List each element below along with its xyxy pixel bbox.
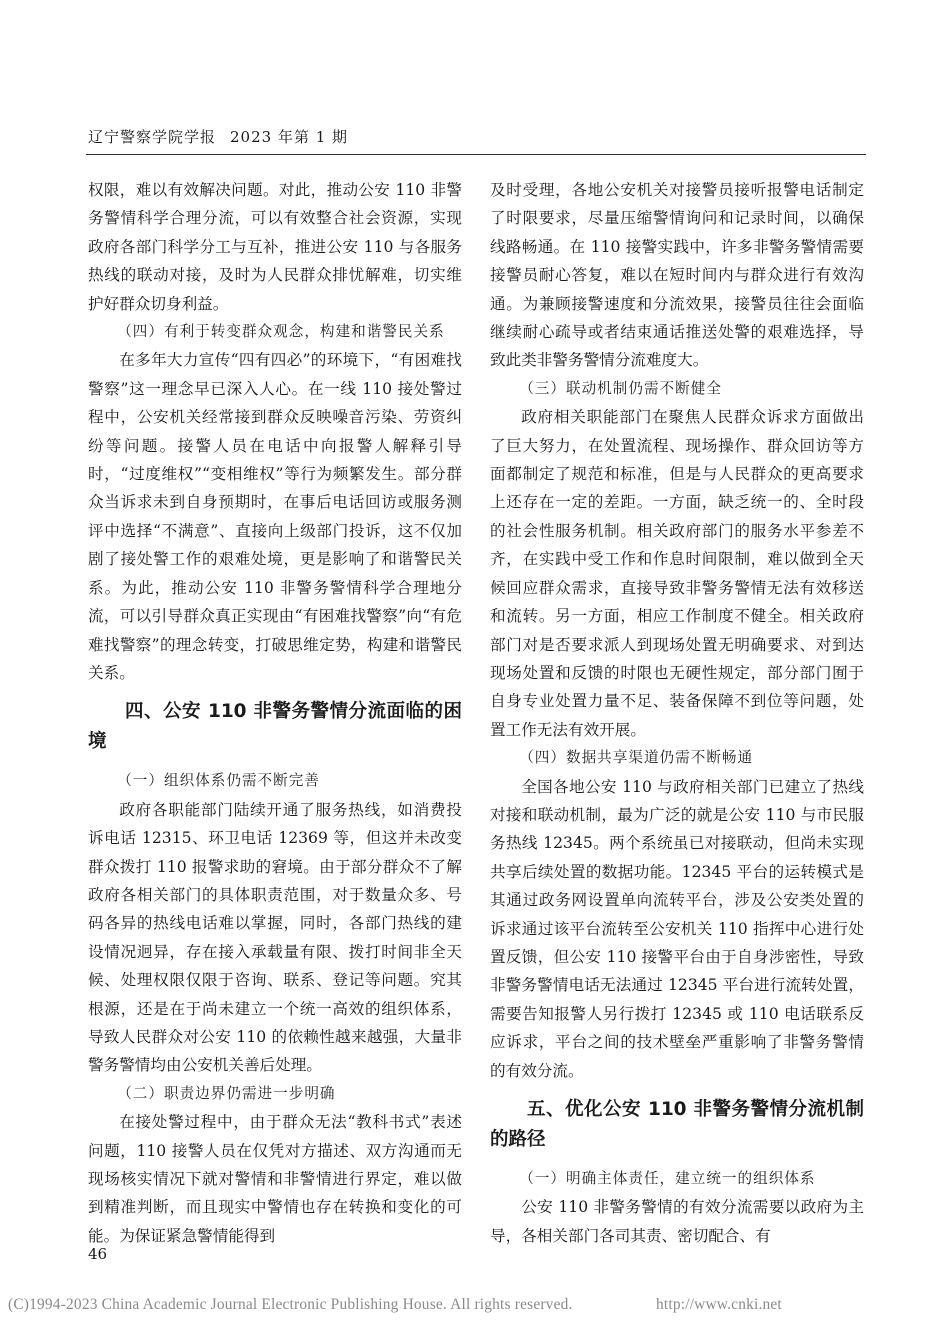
subsection-heading: （二）职责边界仍需进一步明确 bbox=[117, 1084, 336, 1102]
copyright-footer bbox=[8, 1296, 942, 1314]
site-link[interactable]: http://www.cnki.net bbox=[656, 1296, 782, 1313]
subsection-heading: （一）组织体系仍需不断完善 bbox=[117, 772, 320, 790]
paragraph: 及时受理，各地公安机关对接警员接听报警电话制定了时限要求，尽量压缩警情询问和记录时间，以确保线路畅通。在 110 接警实践中，许多非警务警情需要接警员耐心答复，难以在短时间内与群众进行有效沟通。为兼顾接警速度和分流效果，接警员往往会面临继续耐心疏导或者结束通话推送处警的艰难选择，导致此类非警务警情分流难度大。 bbox=[490, 181, 864, 370]
subsection-heading: （四）有利于转变群众观念，构建和谐警民关系 bbox=[117, 323, 445, 341]
section-heading: 四、公安 110 非警务警情分流面临的困境 bbox=[88, 701, 462, 753]
subsection-heading: （三）联动机制仍需不断健全 bbox=[519, 379, 722, 397]
journal-name: 辽宁警察学院学报 bbox=[88, 128, 217, 146]
issue-number: 2023 年第 1 期 bbox=[230, 128, 349, 146]
copyright-text: (C)1994-2023 China Academic Journal Electronic Publishing House. All rights reserved. bbox=[8, 1296, 573, 1313]
header-divider bbox=[86, 154, 866, 155]
paragraph: 全国各地公安 110 与政府相关部门已建立了热线对接和联动机制，最为广泛的就是公安 110 与市民服务热线 12345。两个系统虽已对接联动，但尚未实现共享后续处置的数据功能。12345 平台的运转模式是其通过政务网设置单向流转平台，涉及公安类处置的诉求通过该平台流转至公安机关 110 指挥中心进行处置反馈，但公安 110 接警平台由于自身涉密性，导致非警务警情电话无法通过 12345 平台进行流转处置，需要告知报警人另行拨打 12345 或 110 电话联系反应诉求，平台之间的技术壁垒严重影响了非警务警情的有效分流。 bbox=[490, 777, 864, 1080]
paragraph: 公安 110 非警务警情的有效分流需要以政府为主导，各相关部门各司其责、密切配合、有 bbox=[490, 1198, 864, 1245]
paragraph: 政府各职能部门陆续开通了服务热线，如消费投诉电话 12315、环卫电话 12369 等，但这并未改变群众拨打 110 报警求助的窘境。由于部分群众不了解政府各相关部门的具体职责范围，对于数量众多、号码各异的热线电话难以掌握，同时，各部门热线的建设情况迥异，存在接入承载量有限、拨打时间非全天候、处理权限仅限于咨询、联系、登记等问题。究其根源，还是在于尚未建立一个统一高效的组织体系，导致人民群众对公安 110 的依赖性越来越强，大量非警务警情均由公安机关善后处理。 bbox=[88, 800, 462, 1075]
paragraph: 权限，难以有效解决问题。对此，推动公安 110 非警务警情科学合理分流，可以有效整合社会资源，实现政府各部门科学分工与互补，推进公安 110 与各服务热线的联动对接，及时为人民群众排忧解难，切实维护好群众切身利益。 bbox=[88, 181, 462, 313]
paragraph: 在多年大力宣传“四有四必”的环境下，“有困难找警察”这一理念早已深入人心。在一线 110 接处警过程中，公安机关经常接到群众反映噪音污染、劳资纠纷等问题。接警人员在电话中向报警人解释引导时，“过度维权”“变相维权”等行为频繁发生。部分群众当诉求未到自身预期时，在事后电话回访或服务测评中选择“不满意”、直接向上级部门投诉，这不仅加剧了接处警工作的艰难处境，更是影响了和谐警民关系。为此，推动公安 110 非警务警情科学合理地分流，可以引导群众真正实现由“有困难找警察”向“有危难找警察”的理念转变，打破思维定势，构建和谐警民关系。 bbox=[88, 351, 462, 682]
left-column bbox=[88, 176, 462, 1250]
page-number: 46 bbox=[88, 1245, 108, 1263]
subsection-heading: （一）明确主体责任，建立统一的组织体系 bbox=[519, 1170, 816, 1187]
paragraph: 在接处警过程中，由于群众无法“教科书式”表述问题，110 接警人员在仅凭对方描述、双方沟通而无现场核实情况下就对警情和非警情进行界定，难以做到精准判断，而且现实中警情也存在转换和变化的可能。为保证紧急警情能得到 bbox=[88, 1113, 462, 1245]
section-heading: 五、优化公安 110 非警务警情分流机制的路径 bbox=[490, 1099, 864, 1150]
right-column bbox=[490, 176, 864, 1250]
subsection-heading: （四）数据共享渠道仍需不断畅通 bbox=[519, 749, 754, 767]
paragraph: 政府相关职能部门在聚焦人民群众诉求方面做出了巨大努力，在处置流程、现场操作、群众回访等方面都制定了规范和标准，但是与人民群众的更高要求上还存在一定的差距。一方面，缺乏统一的、全时段的社会性服务机制。相关政府部门的服务水平参差不齐，在实践中受工作和作息时间限制，难以做到全天候回应群众需求，直接导致非警务警情无法有效移送和流转。另一方面，相应工作制度不健全。相关政府部门对是否要求派人到现场处置无明确要求、对到达现场处置和反馈的时限也无硬性规定，部分部门囿于自身专业处置力量不足、装备保障不到位等问题，处置工作无法有效开展。 bbox=[490, 408, 864, 739]
running-header bbox=[88, 126, 348, 147]
